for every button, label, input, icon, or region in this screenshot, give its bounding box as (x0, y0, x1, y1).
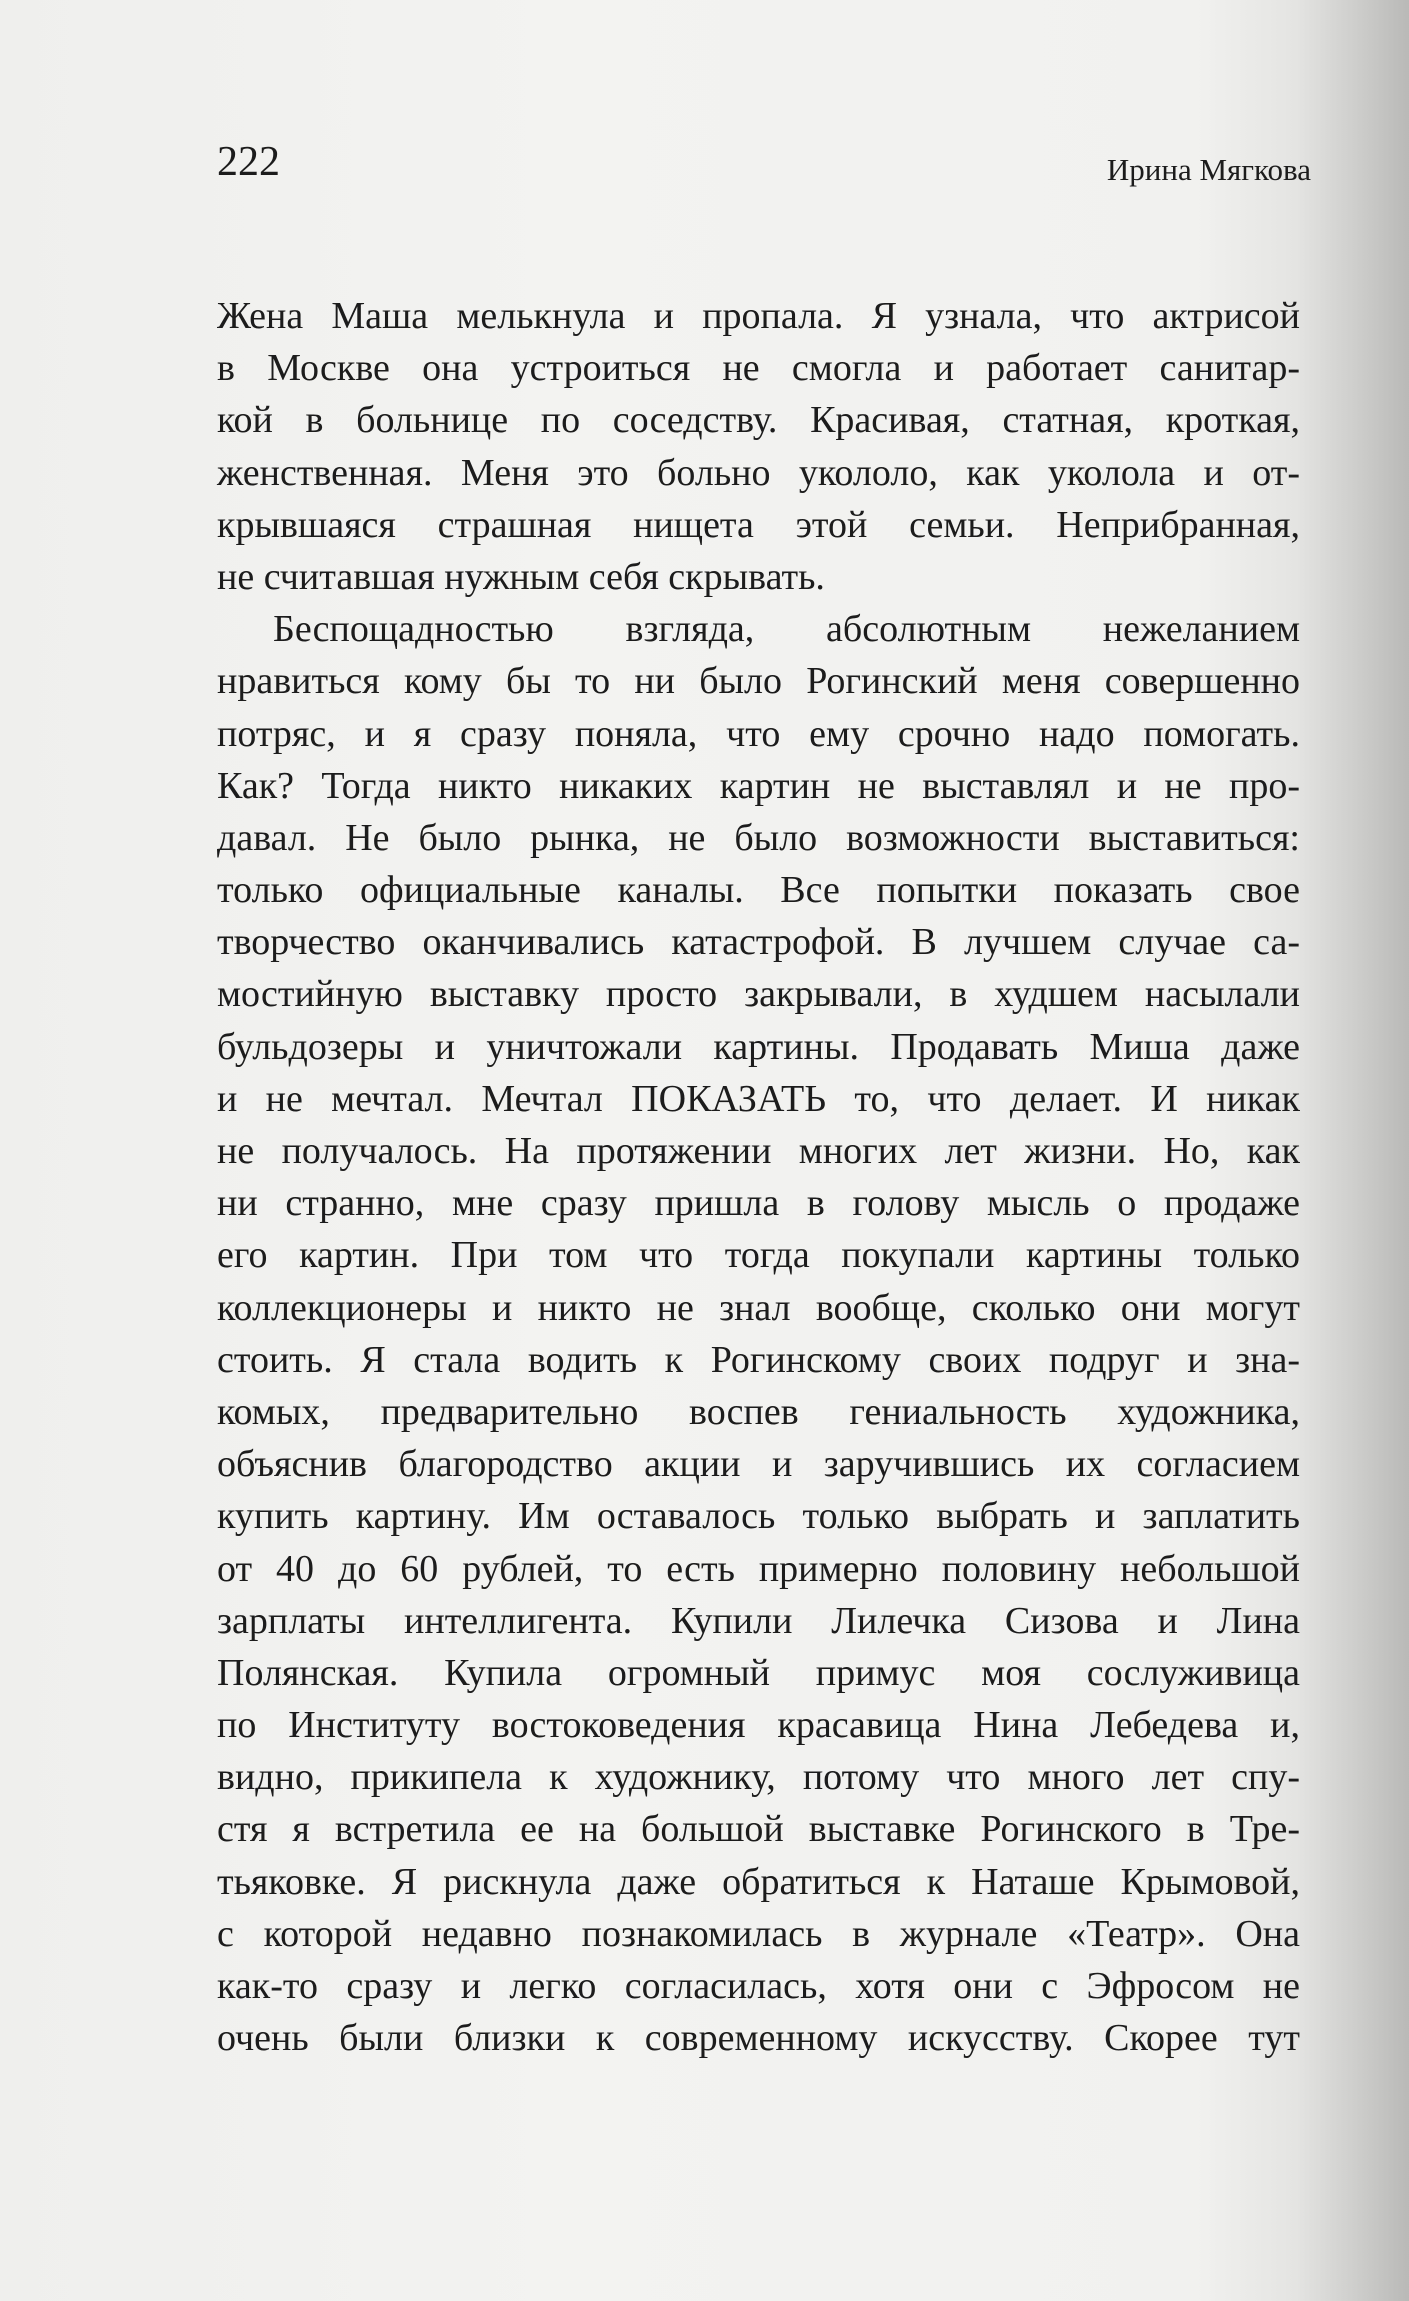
text-line: Беспощадностью взгляда, абсолютным нежеланием (273, 608, 1300, 651)
text-line: как-то сразу и легко согласилась, хотя они с Эфросом не (217, 1965, 1300, 2007)
text-line: кой в больнице по соседству. Красивая, статная, кроткая, (217, 399, 1300, 442)
text-line: от 40 до 60 рублей, то есть примерно половину небольшой (217, 1547, 1300, 1590)
text-line: стя я встретила ее на большой выставке Рогинского в Тре- (217, 1808, 1300, 1851)
text-line: очень были близки к современному искусству. Скорее тут (217, 2017, 1300, 2060)
page-number: 222 (217, 139, 280, 185)
text-line: объяснив благородство акции и заручившись их согласием (217, 1443, 1300, 1486)
text-line: коллекционеры и никто не знал вообще, сколько они могут (217, 1286, 1300, 1329)
text-line: Жена Маша мелькнула и пропала. Я узнала, что актрисой (217, 295, 1300, 337)
text-line: потряс, и я сразу поняла, что ему срочно надо помогать. (217, 712, 1300, 755)
text-line: тьяковке. Я рискнула даже обратиться к Наташе Крымовой, (217, 1860, 1300, 1903)
running-head-author: Ирина Мягкова (1106, 152, 1311, 187)
text-line: по Институту востоковедения красавица Нина Лебедева и, (217, 1704, 1300, 1747)
text-line: не считавшая нужным себя скрывать. (217, 555, 825, 598)
text-line: крывшаяся страшная нищета этой семьи. Неприбранная, (217, 503, 1300, 546)
text-line: не получалось. На протяжении многих лет жизни. Но, как (217, 1130, 1300, 1172)
text-line: видно, прикипела к художнику, потому что много лет спу- (217, 1756, 1300, 1799)
text-line: в Москве она устроиться не смогла и работает санитар- (217, 347, 1300, 390)
text-line: стоить. Я стала водить к Рогинскому своих подруг и зна- (217, 1338, 1300, 1381)
text-line: купить картину. Им оставалось только выбрать и заплатить (217, 1495, 1300, 1538)
text-line: комых, предварительно воспев гениальность художника, (217, 1390, 1300, 1433)
text-line: его картин. При том что тогда покупали картины только (217, 1234, 1300, 1277)
text-line: давал. Не было рынка, не было возможности выставиться: (217, 816, 1300, 859)
body-text (217, 290, 1300, 2064)
text-line: зарплаты интеллигента. Купили Лилечка Сизова и Лина (217, 1599, 1300, 1642)
text-line: нравиться кому бы то ни было Рогинский меня совершенно (217, 660, 1300, 703)
text-line: мостийную выставку просто закрывали, в худшем насылали (217, 973, 1300, 1016)
text-line: с которой недавно познакомилась в журнале «Театр». Она (217, 1912, 1300, 1955)
text-line: бульдозеры и уничтожали картины. Продавать Миша даже (217, 1025, 1300, 1068)
text-line: и не мечтал. Мечтал ПОКАЗАТЬ то, что делает. И никак (217, 1077, 1300, 1120)
text-line: только официальные каналы. Все попытки показать свое (217, 869, 1300, 912)
text-line: Как? Тогда никто никаких картин не выставлял и не про- (217, 764, 1300, 807)
text-line: ни странно, мне сразу пришла в голову мысль о продаже (217, 1182, 1300, 1225)
text-line: творчество оканчивались катастрофой. В лучшем случае са- (217, 921, 1300, 964)
text-line: Полянская. Купила огромный примус моя сослуживица (217, 1651, 1300, 1694)
text-line: женственная. Меня это больно укололо, как уколола и от- (217, 451, 1300, 494)
